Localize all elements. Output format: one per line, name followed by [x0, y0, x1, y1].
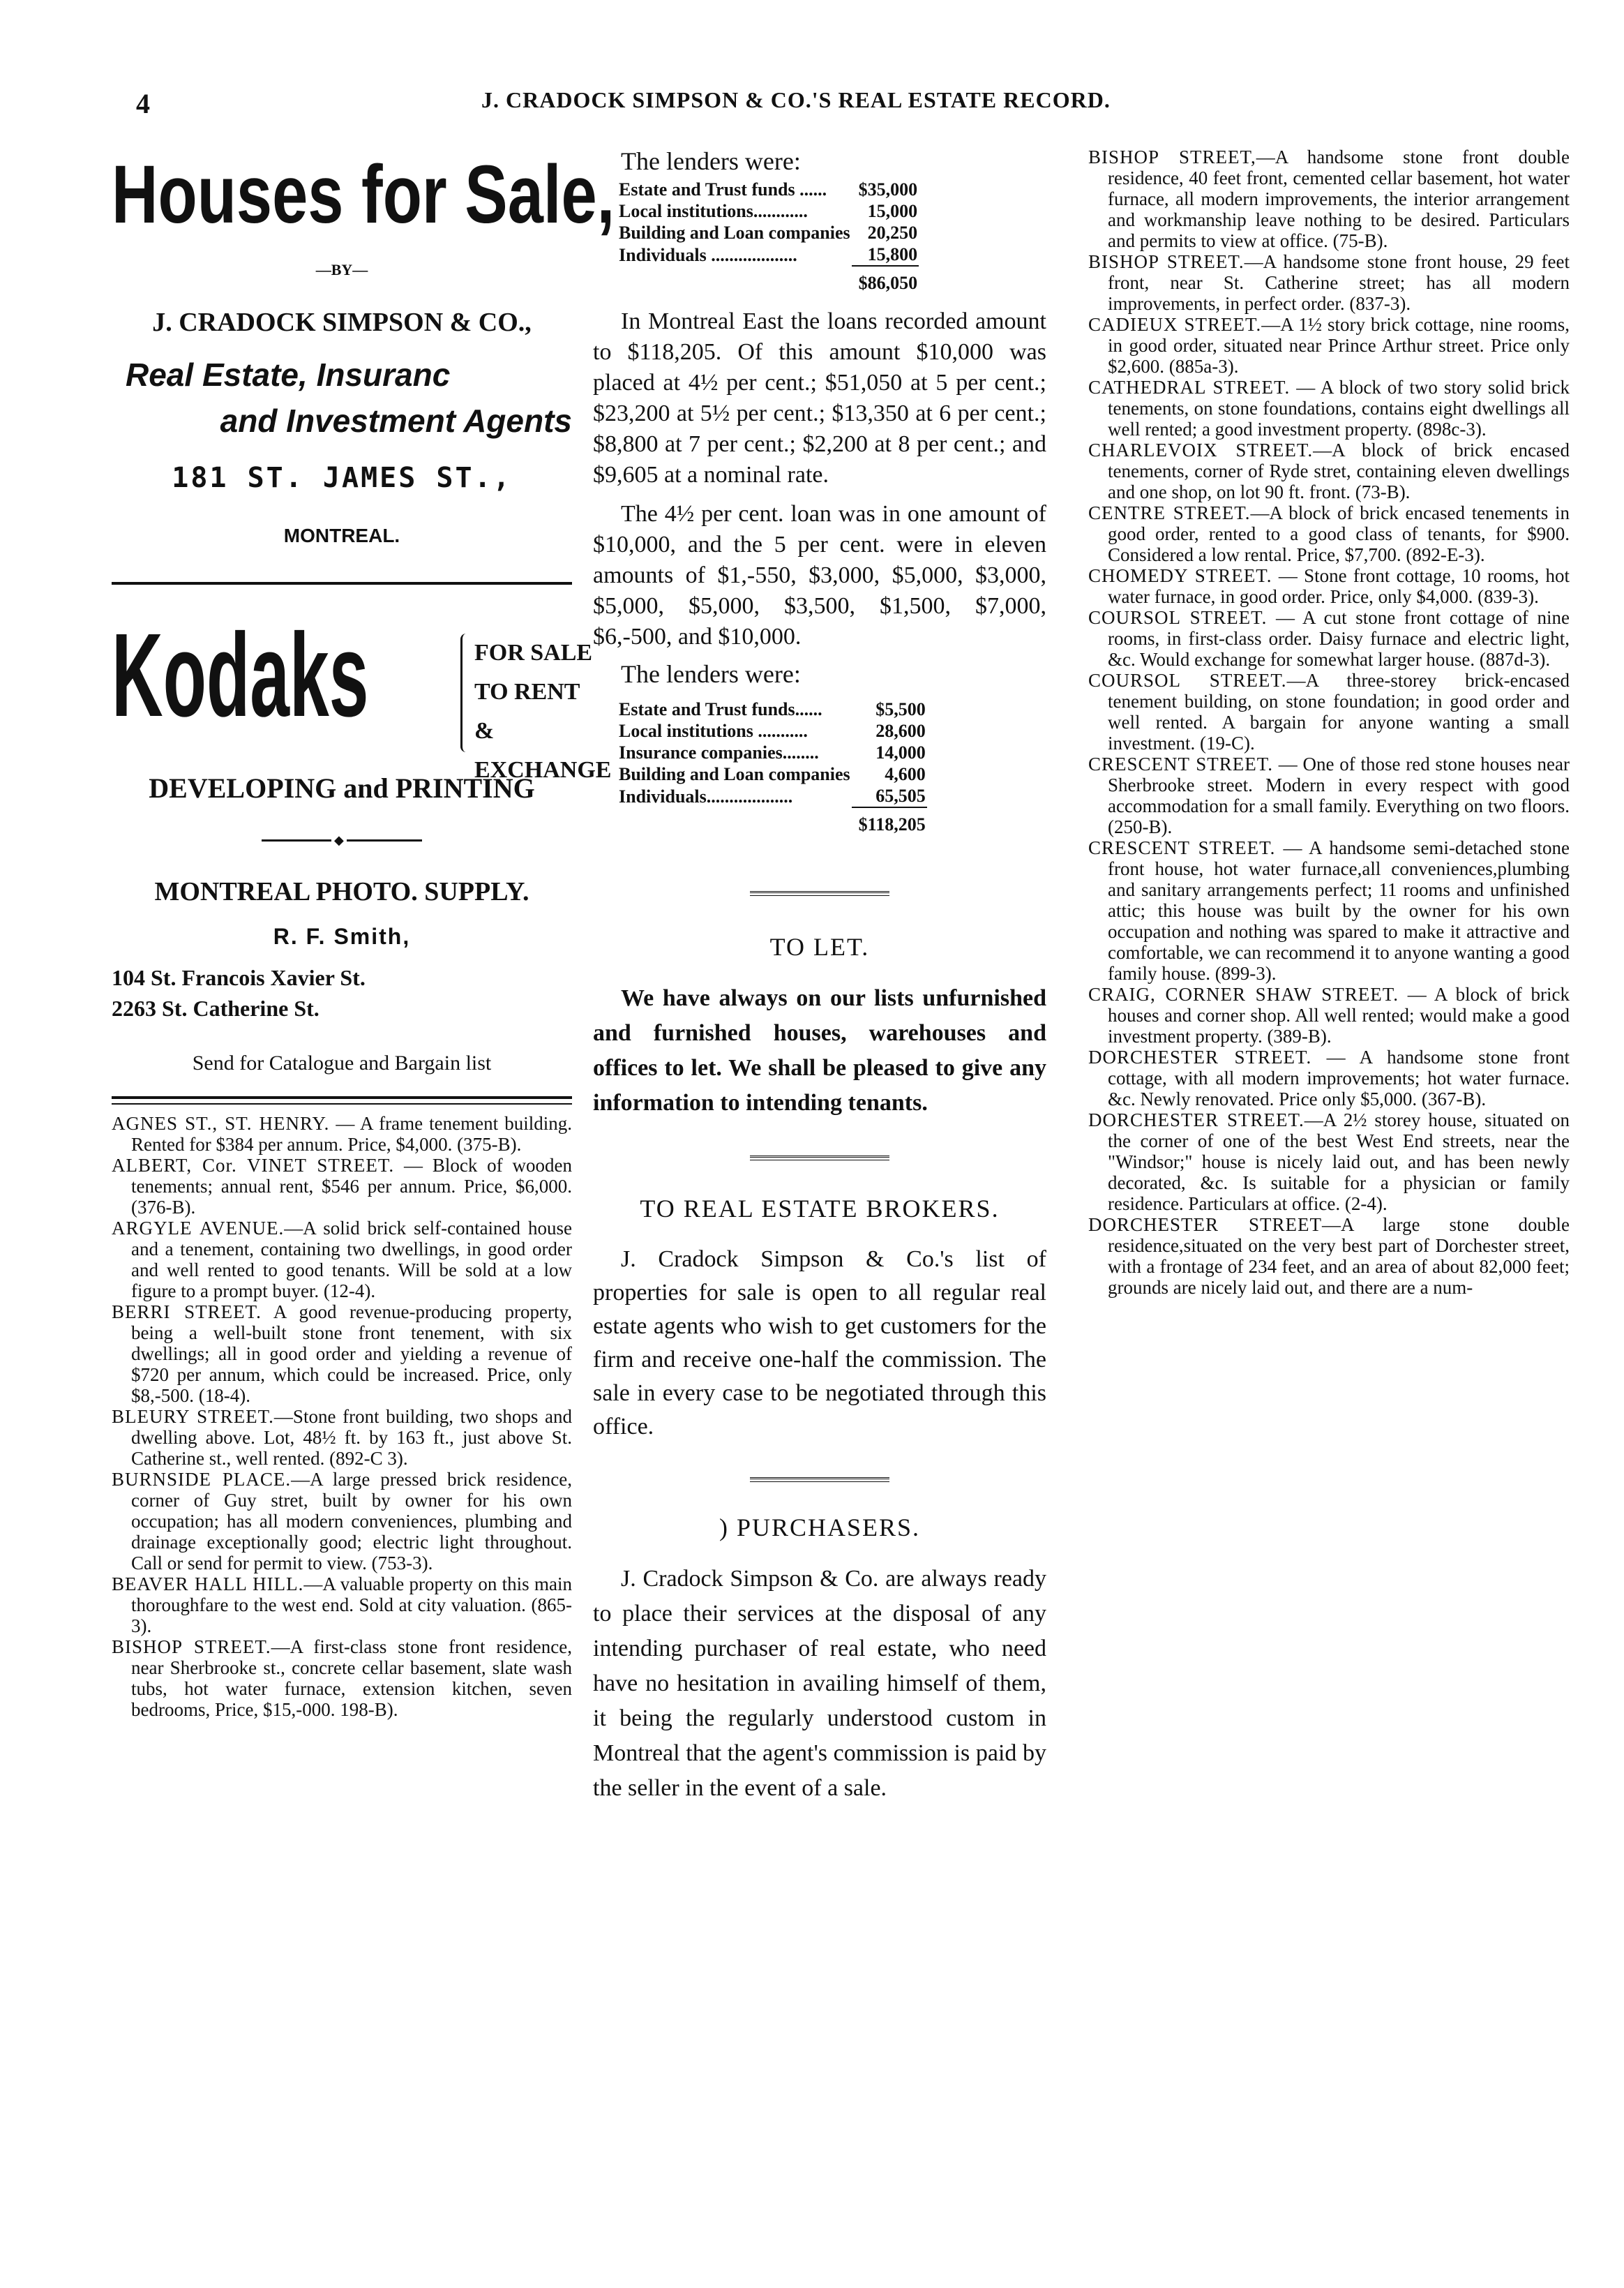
lender-name: Local institutions ...........	[619, 721, 808, 741]
lender-name: Building and Loan companies	[619, 223, 850, 243]
listing-item	[1088, 377, 1570, 440]
lender-name: Local institutions............	[619, 201, 808, 221]
listing-item	[1088, 1109, 1570, 1214]
listing-text: —A valuable property on this main thoroughfare to the west end. Sold at city valuation. (865-3).	[131, 1573, 572, 1636]
listing-text: A good revenue-producing property, being a well-built stone front tenement, with six dwellings; all in good order and yielding a revenue of $720 per annum, which could be increased. Price, only $8,-500. (18-4).	[131, 1301, 572, 1406]
listing-text: —A handsome stone front house, 29 feet front, near St. Catherine street; has all modern improvements, in perfect order. (837-3).	[1108, 251, 1570, 314]
lender-amount: 65,505	[875, 786, 926, 806]
listing-street: AGNES ST., ST. HENRY.	[112, 1113, 330, 1134]
lender-name: Building and Loan companies	[619, 764, 850, 784]
listing-street: ALBERT, Cor. VINET STREET.	[112, 1155, 395, 1176]
purchasers-title: ) PURCHASERS.	[719, 1513, 921, 1541]
paragraph: We have always on our lists unfurnished and furnished houses, warehouses and offices to let. We shall be pleased to give any information to intending tenants.	[593, 985, 1046, 1116]
listing-text: —Stone front building, two shops and dwelling above. Lot, 48½ ft. by 163 ft., just above St. Catherine st., well rented. (892-C 3).	[131, 1406, 572, 1469]
divider	[750, 1156, 889, 1160]
listing-street: COURSOL STREET.	[1088, 670, 1287, 691]
diamond-icon: ◆	[331, 833, 347, 848]
to-let-title: TO LET.	[769, 933, 870, 961]
listing-text: — A handsome semi-detached stone front house, hot water furnace,all conveniences,plumbing and sanitary arrangements perfect; 11 rooms and unfinished attic; this house was built by the owner for his own occupation and nothing was spared to make it attractive and comfortable, we can recommend it to anyone wanting a good family house. (899-3).	[1108, 837, 1570, 984]
listing-text: —A solid brick self-contained house and a tenement, containing two dwellings, in good order and well rented to good tenants. Will be sold at a low figure to a prompt buyer. (12-4).	[131, 1218, 572, 1301]
lender-amount: 4,600	[885, 764, 926, 784]
listing-street: CHOMEDY STREET.	[1088, 565, 1272, 586]
listing-item	[1088, 1214, 1570, 1298]
listing-item	[1088, 565, 1570, 607]
kodak-service: DEVELOPING and PRINTING	[149, 772, 535, 804]
ad-by: —BY—	[315, 261, 368, 278]
table-row	[617, 763, 927, 785]
listing-street: BURNSIDE PLACE.	[112, 1469, 292, 1490]
montreal-east-text	[593, 306, 1046, 652]
listing-item	[1088, 502, 1570, 565]
listing-street: CRESCENT STREET.	[1088, 837, 1276, 858]
divider	[750, 1477, 889, 1482]
paragraph: J. Cradock Simpson & Co. are always ready to place their services at the disposal of any intending purchaser of real estate, who need have no hesitation in availing himself of them, it being the regularly understood custom in Montreal that the agent's commission is paid by the seller in the event of a sale.	[593, 1566, 1046, 1801]
lender-name: Individuals ...................	[619, 244, 797, 265]
ad-line-1: Real Estate, Insuranc	[126, 357, 451, 393]
houses-for-sale-ad	[112, 149, 615, 547]
shop-address: 104 St. Francois Xavier St.	[112, 965, 366, 990]
lender-amount: 14,000	[875, 742, 926, 763]
table-total-row	[617, 807, 927, 835]
kodak-options	[474, 634, 611, 790]
lender-total: $86,050	[852, 266, 919, 294]
proprietor: R. F. Smith,	[273, 924, 411, 949]
listing-street: BLEURY STREET.	[112, 1406, 274, 1427]
listing-street: CRAIG, CORNER SHAW STREET.	[1088, 984, 1399, 1005]
listing-text: — Stone front cottage, 10 rooms, hot water furnace, in good order. Price, only $4,000. (839-3).	[1108, 565, 1570, 607]
listing-item	[1088, 147, 1570, 251]
lender-amount: 28,600	[875, 721, 926, 741]
ad-city: MONTREAL.	[283, 525, 400, 546]
table-row	[617, 742, 927, 763]
listing-text: —A first-class stone front residence, near Sherbrooke st., concrete cellar basement, slate wash tubs, hot water furnace, extension kitchen, seven bedrooms, Price, $15,-000. 198-B).	[131, 1636, 572, 1720]
listing-text: — A block of two story solid brick tenements, on stone foundations, contains eight dwellings all well rented; a good investment property. (898c-3).	[1108, 377, 1570, 440]
to-let-section	[593, 981, 1046, 1121]
left-listings	[112, 1113, 572, 1720]
listing-street: COURSOL STREET.	[1088, 607, 1268, 628]
listing-text: — A cut stone front cottage of nine rooms, in first-class order. Daisy furnace and electric light, &c. Would exchange for somewhat larger house. (887d-3).	[1108, 607, 1570, 670]
listing-item	[1088, 670, 1570, 754]
divider	[750, 891, 889, 896]
divider	[112, 582, 572, 585]
lenders-table-2	[617, 698, 927, 835]
listing-text: —A block of brick encased tenements in good order, rented to a good class of tenants, for $900. Considered a low rental. Price, $7,700. (892-E-3).	[1108, 502, 1570, 565]
lender-amount: $35,000	[858, 179, 918, 200]
kodaks-ad	[112, 609, 612, 1075]
paragraph: The 4½ per cent. loan was in one amount of $10,000, and the 5 per cent. were in eleven amounts of $1,-550, $3,000, $5,000, $3,000, $5,000, $5,000, $3,500, $1,500, $7,000, $6,-500, and $10,000.	[593, 501, 1046, 650]
lenders-table-1	[617, 179, 919, 294]
listing-item	[112, 1636, 572, 1720]
ad-firm: J. CRADOCK SIMPSON & CO.,	[152, 308, 532, 337]
listing-text: —A large stone double residence,situated on the very best part of Dorchester street, with a frontage of 234 feet, and an area of about 82,000 feet; grounds are nicely laid out, and there are a num-	[1108, 1214, 1570, 1298]
listing-item	[112, 1573, 572, 1636]
listing-item	[112, 1218, 572, 1301]
table-row	[617, 222, 919, 244]
lender-name: Estate and Trust funds ......	[619, 179, 827, 200]
lender-amount: 15,800	[867, 244, 918, 264]
listing-item	[112, 1155, 572, 1218]
listing-item	[1088, 314, 1570, 377]
listing-text: —A three-storey brick-encased tenement building, on stone foundation; in good order and well rented. A bargain for anyone wanting a small investment. (19-C).	[1108, 670, 1570, 754]
paragraph: J. Cradock Simpson & Co.'s list of properties for sale is open to all regular real estate agents who wish to get customers for the firm and receive one-half the commission. The sale in every case to be negotiated through this office.	[593, 1246, 1046, 1440]
table-row	[617, 720, 927, 742]
listing-text: — Block of wooden tenements; annual rent, $546 per annum. Price, $6,000. (376-B).	[131, 1155, 572, 1218]
left-column	[112, 143, 615, 1720]
table-row	[617, 698, 927, 720]
running-title: J. CRADOCK SIMPSON & CO.'S REAL ESTATE RECORD.	[481, 87, 1111, 112]
kodak-option: & EXCHANGE	[474, 718, 612, 783]
middle-column	[593, 147, 1046, 1806]
lender-name: Individuals...................	[619, 786, 793, 807]
kodak-option: FOR SALE	[474, 640, 593, 666]
listing-street: CRESCENT STREET.	[1088, 754, 1274, 775]
table-total-row	[617, 266, 919, 294]
kodak-option: TO RENT	[474, 679, 580, 705]
listing-text: —A 1½ story brick cottage, nine rooms, in good order, situated near Prince Arthur street. Price only $2,600. (885a-3).	[1108, 314, 1570, 377]
right-listings	[1088, 147, 1570, 1298]
table-row	[617, 785, 927, 807]
lenders-heading: The lenders were:	[621, 147, 801, 175]
listing-text: —A large pressed brick residence, corner of Guy stret, built by owner for his own occupation; has all modern conveniences, plumbing and drainage exceptionally good; electric light throughout. Call or send for permit to view. (753-3).	[131, 1469, 572, 1573]
brokers-title: TO REAL ESTATE BROKERS.	[640, 1195, 1000, 1222]
listing-text: —A handsome stone front double residence, 40 feet front, cemented cellar basement, hot water furnace, all modern improvements, the interior arrangement and workmanship leave nothing to be desired. Particulars and permits to view at office. (75-B).	[1108, 147, 1570, 251]
page-number: 4	[136, 88, 150, 119]
lenders-heading: The lenders were:	[621, 660, 801, 688]
listing-street: BISHOP STREET.	[1088, 251, 1245, 272]
listing-item	[1088, 984, 1570, 1047]
kodak-block	[112, 609, 612, 783]
table-row	[617, 244, 919, 266]
ad-title: Houses for Sale,	[112, 149, 615, 241]
listing-text: — One of those red stone houses near Sherbrooke street. Modern in every respect with good accommodation for a small family. Everything on two floors. (250-B).	[1108, 754, 1570, 837]
listing-item	[1088, 1047, 1570, 1109]
page-header	[0, 0, 1624, 140]
ornament-rule	[262, 833, 422, 847]
listing-street: CATHEDRAL STREET.	[1088, 377, 1291, 398]
ad-address: 181 ST. JAMES ST.,	[172, 462, 512, 494]
purchasers-section	[593, 1562, 1046, 1806]
listing-item	[112, 1469, 572, 1573]
brace-icon	[460, 634, 472, 752]
lender-total: $118,205	[852, 807, 927, 835]
lender-amount: 20,250	[867, 223, 918, 243]
table-row	[617, 200, 919, 222]
listing-street: DORCHESTER STREET.	[1088, 1109, 1305, 1130]
kodak-word: Kodaks	[112, 609, 369, 742]
lender-amount: $5,500	[875, 699, 926, 719]
lender-name: Insurance companies........	[619, 742, 819, 763]
listing-item	[1088, 837, 1570, 984]
catalogue-note: Send for Catalogue and Bargain list	[192, 1052, 492, 1075]
ad-line-2: and Investment Agents	[220, 403, 572, 439]
listing-street: ARGYLE AVENUE.	[112, 1218, 285, 1239]
divider	[112, 1103, 572, 1105]
divider	[112, 1096, 572, 1099]
listing-street: DORCHESTER STREET.	[1088, 1047, 1312, 1068]
listing-street: CENTRE STREET.	[1088, 502, 1251, 523]
shop-addresses	[112, 962, 572, 1024]
listing-item	[112, 1406, 572, 1469]
listing-street: BISHOP STREET.	[112, 1636, 271, 1657]
listing-street: BEAVER HALL HILL.	[112, 1573, 304, 1594]
brokers-section	[593, 1243, 1046, 1444]
listing-street: CHARLEVOIX STREET.	[1088, 440, 1314, 461]
listing-text: — A block of brick houses and corner shop. All well rented; would make a good investment property. (389-B).	[1108, 984, 1570, 1047]
listing-item	[1088, 251, 1570, 314]
listing-street: CADIEUX STREET.	[1088, 314, 1262, 335]
listing-text: —A 2½ storey house, situated on the corner of one of the best West End streets, near the "Windsor;" house is nicely laid out, and has been newly decorated, &c. Is suitable for a physician or family residence. Particulars at office. (2-4).	[1108, 1109, 1570, 1214]
shop-address: 2263 St. Catherine St.	[112, 996, 319, 1021]
listing-street: BISHOP STREET,	[1088, 147, 1256, 167]
listing-item	[112, 1301, 572, 1406]
listing-text: —A block of brick encased tenements, corner of Ryde stret, containing eleven dwellings and one shop, on lot 90 ft. front. (73-B).	[1108, 440, 1570, 502]
listing-street: DORCHESTER STREET	[1088, 1214, 1323, 1235]
listing-item	[112, 1113, 572, 1155]
lender-amount: 15,000	[867, 201, 918, 221]
photo-company: MONTREAL PHOTO. SUPPLY.	[154, 877, 529, 906]
listing-street: BERRI STREET.	[112, 1301, 262, 1322]
right-column	[1088, 147, 1570, 1298]
listing-item	[1088, 440, 1570, 502]
listing-item	[1088, 754, 1570, 837]
listing-item	[1088, 607, 1570, 670]
table-row	[617, 179, 919, 200]
lender-name: Estate and Trust funds......	[619, 699, 822, 719]
listing-text: — A handsome stone front cottage, with all modern improvements; hot water furnace. &c. Newly renovated. Price only $5,000. (367-B).	[1108, 1047, 1570, 1109]
paragraph: In Montreal East the loans recorded amount to $118,205. Of this amount $10,000 was placed at 4½ per cent.; $51,050 at 5 per cent.; $23,200 at 5½ per cent.; $13,350 at 6 per cent.; $8,800 at 7 per cent.; $2,200 at 8 per cent.; and $9,605 at a nominal rate.	[593, 308, 1046, 488]
listing-text: — A frame tenement building. Rented for $384 per annum. Price, $4,000. (375-B).	[131, 1113, 572, 1155]
